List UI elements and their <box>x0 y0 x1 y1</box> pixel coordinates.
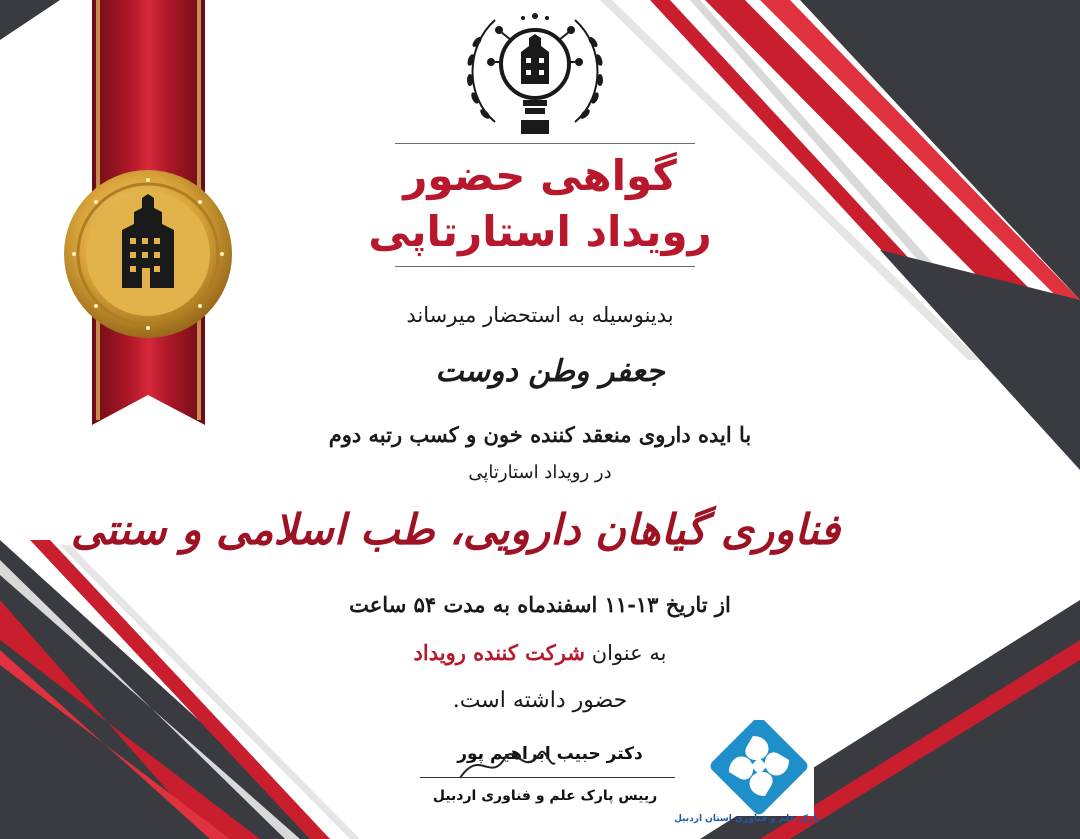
title-bottom-rule <box>395 266 695 267</box>
title-top-rule <box>395 143 695 144</box>
role-line <box>330 638 750 668</box>
signature-rule <box>420 777 675 778</box>
gold-medal-icon <box>62 168 234 340</box>
event-name: فناوری گیاهان دارویی، طب اسلامی و سنتی <box>70 505 840 554</box>
event-title: رویداد استارتاپی <box>368 207 712 256</box>
lightbulb-laurel-emblem-icon <box>455 2 615 142</box>
park-caption: پارک علم و فناوری استان اردبیل <box>674 814 820 824</box>
signature-scribble-icon <box>450 738 560 788</box>
certificate-title: گواهی حضور <box>403 151 677 200</box>
intro-text: بدینوسیله به استحضار میرساند <box>406 303 674 327</box>
closing-text: حضور داشته است. <box>452 688 628 713</box>
signatory-name: دکتر حبیب ابراهیم پور <box>457 744 643 764</box>
signatory-title: رییس پارک علم و فناوری اردبیل <box>432 788 658 804</box>
event-intro-text: در رویداد استارتاپی <box>468 462 612 483</box>
idea-text: با ایده داروی منعقد کننده خون و کسب رتبه دوم <box>328 422 752 447</box>
role-prefix: به عنوان <box>591 641 667 665</box>
dates-text: از تاریخ ۱۳-۱۱ اسفندماه به مدت ۵۴ ساعت <box>349 592 731 617</box>
role-highlight: شرکت کننده رویداد <box>413 640 585 665</box>
recipient-name: جعفر وطن دوست <box>435 354 665 389</box>
park-logo-icon <box>704 720 814 816</box>
